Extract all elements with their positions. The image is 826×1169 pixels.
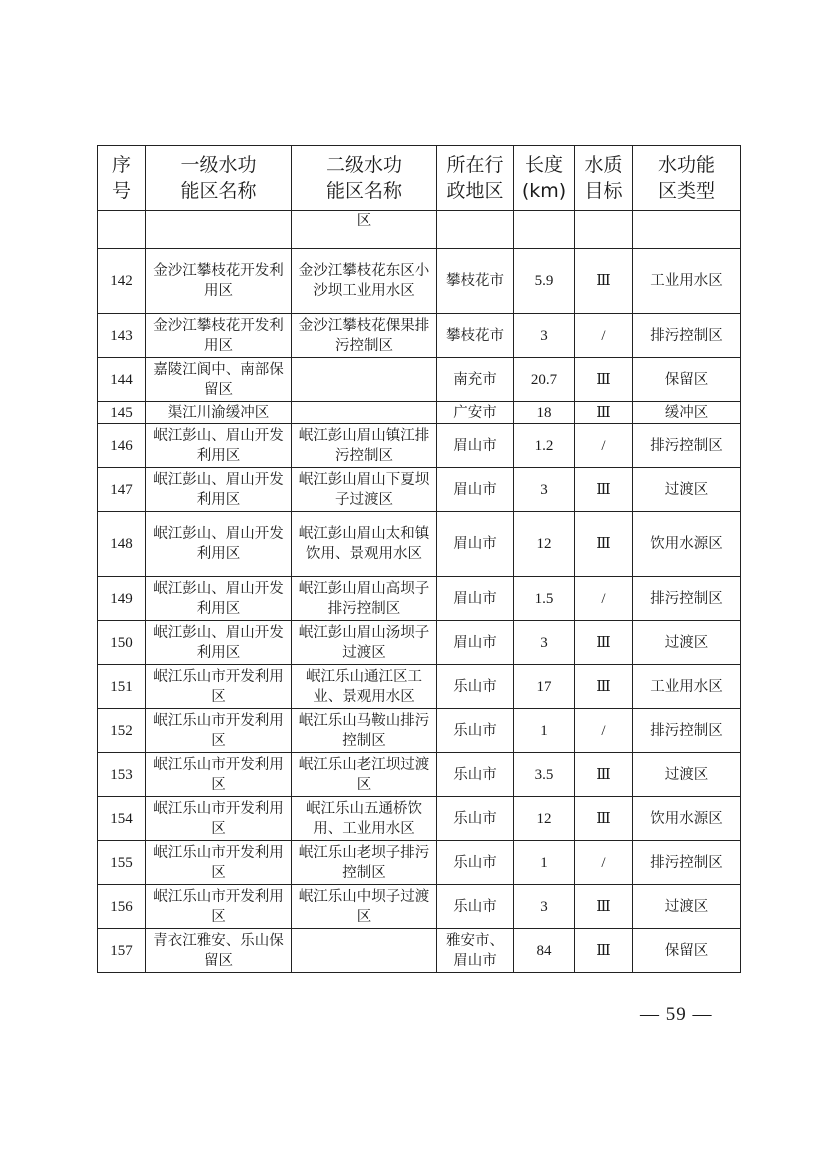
header-index (98, 146, 146, 211)
table-row (98, 468, 741, 512)
cell-zone-type: 保留区 (633, 929, 741, 973)
cell-secondary-zone: 岷江乐山马鞍山排污控制区 (292, 709, 437, 753)
cell-index: 153 (98, 753, 146, 797)
cell-length: 84 (514, 929, 575, 973)
cell-index: 149 (98, 577, 146, 621)
cell-index: 146 (98, 424, 146, 468)
page-number: — 59 — (640, 1004, 713, 1025)
header-length-line: 长度 (524, 154, 563, 176)
cell-index: 143 (98, 314, 146, 358)
table-row (98, 424, 741, 468)
cell-water-target: Ⅲ (575, 797, 633, 841)
cell-admin-region: 攀枝花市 (437, 314, 514, 358)
cell-primary-zone: 岷江彭山、眉山开发利用区 (146, 621, 292, 665)
header-admin-region-line: 政地区 (446, 180, 504, 202)
cell-zone-type: 过渡区 (633, 753, 741, 797)
cell-length: 3.5 (514, 753, 575, 797)
cell-length: 1 (514, 709, 575, 753)
cell-index: 144 (98, 358, 146, 402)
cell-primary-zone: 青衣江雅安、乐山保留区 (146, 929, 292, 973)
header-primary-zone-line: 能区名称 (180, 180, 257, 202)
table-row (98, 211, 741, 249)
cell-secondary-zone: 岷江彭山眉山汤坝子过渡区 (292, 621, 437, 665)
table-row (98, 577, 741, 621)
table-row (98, 402, 741, 424)
header-secondary-zone-line: 二级水功 (325, 154, 402, 176)
cell-zone-type: 饮用水源区 (633, 512, 741, 577)
cell-water-target: / (575, 709, 633, 753)
cell-length: 12 (514, 512, 575, 577)
cell-water-target: / (575, 841, 633, 885)
header-water-target-line: 目标 (584, 180, 623, 202)
cell-length: 18 (514, 402, 575, 424)
cell-index: 157 (98, 929, 146, 973)
cell-zone-type: 排污控制区 (633, 314, 741, 358)
cell-primary-zone: 岷江乐山市开发利用区 (146, 797, 292, 841)
cell-primary-zone: 金沙江攀枝花开发利用区 (146, 249, 292, 314)
cell-zone-type: 排污控制区 (633, 841, 741, 885)
cell-water-target: Ⅲ (575, 885, 633, 929)
table-row (98, 249, 741, 314)
cell-zone-type: 过渡区 (633, 468, 741, 512)
cell-secondary-zone: 岷江乐山五通桥饮用、工业用水区 (292, 797, 437, 841)
header-index-line: 序 (111, 154, 131, 176)
cell-admin-region: 雅安市、眉山市 (437, 929, 514, 973)
cell-admin-region: 眉山市 (437, 468, 514, 512)
cell-water-target: Ⅲ (575, 358, 633, 402)
header-primary-zone (146, 146, 292, 211)
header-zone-type-line: 区类型 (657, 180, 715, 202)
cell-admin-region: 乐山市 (437, 797, 514, 841)
cell-water-target: / (575, 577, 633, 621)
cell-admin-region: 南充市 (437, 358, 514, 402)
cell-primary-zone: 岷江乐山市开发利用区 (146, 665, 292, 709)
water-function-zone-table (97, 145, 741, 973)
cell-index: 152 (98, 709, 146, 753)
cell-length: 1 (514, 841, 575, 885)
cell-secondary-zone: 岷江彭山眉山高坝子排污控制区 (292, 577, 437, 621)
cell-admin-region: 眉山市 (437, 621, 514, 665)
cell-admin-region: 乐山市 (437, 709, 514, 753)
cell-water-target: Ⅲ (575, 665, 633, 709)
header-length (514, 146, 575, 211)
table-row (98, 929, 741, 973)
cell-secondary-zone: 金沙江攀枝花东区小沙坝工业用水区 (292, 249, 437, 314)
header-zone-type-line: 水功能 (657, 154, 715, 176)
header-primary-zone-line: 一级水功 (180, 154, 257, 176)
cell-zone-type: 饮用水源区 (633, 797, 741, 841)
cell-length: 5.9 (514, 249, 575, 314)
cell-index: 156 (98, 885, 146, 929)
cell-zone-type: 排污控制区 (633, 424, 741, 468)
cell-admin-region: 乐山市 (437, 753, 514, 797)
cell-secondary-zone (292, 929, 437, 973)
header-water-target-line: 水质 (584, 154, 623, 176)
table-row (98, 512, 741, 577)
cell-primary-zone: 岷江乐山市开发利用区 (146, 753, 292, 797)
cell-zone-type: 过渡区 (633, 621, 741, 665)
cell-primary-zone: 渠江川渝缓冲区 (146, 402, 292, 424)
cell-index: 145 (98, 402, 146, 424)
cell-secondary-zone: 区 (292, 211, 437, 249)
cell-length: 1.5 (514, 577, 575, 621)
cell-index: 150 (98, 621, 146, 665)
cell-admin-region: 乐山市 (437, 841, 514, 885)
header-index-line: 号 (111, 180, 131, 202)
cell-zone-type: 排污控制区 (633, 577, 741, 621)
cell-length: 17 (514, 665, 575, 709)
header-secondary-zone-line: 能区名称 (325, 180, 402, 202)
cell-secondary-zone: 岷江彭山眉山太和镇饮用、景观用水区 (292, 512, 437, 577)
cell-admin-region (437, 211, 514, 249)
cell-zone-type: 排污控制区 (633, 709, 741, 753)
cell-zone-type: 工业用水区 (633, 665, 741, 709)
cell-admin-region: 乐山市 (437, 665, 514, 709)
cell-primary-zone: 嘉陵江阆中、南部保留区 (146, 358, 292, 402)
cell-primary-zone: 岷江乐山市开发利用区 (146, 841, 292, 885)
header-row (98, 146, 741, 211)
cell-secondary-zone: 岷江彭山眉山下夏坝子过渡区 (292, 468, 437, 512)
cell-secondary-zone (292, 358, 437, 402)
cell-water-target: Ⅲ (575, 249, 633, 314)
table-row (98, 841, 741, 885)
cell-admin-region: 眉山市 (437, 512, 514, 577)
cell-primary-zone (146, 211, 292, 249)
cell-index: 148 (98, 512, 146, 577)
cell-index: 142 (98, 249, 146, 314)
table-body (98, 211, 741, 973)
header-admin-region-line: 所在行 (446, 154, 504, 176)
cell-secondary-zone: 金沙江攀枝花倮果排污控制区 (292, 314, 437, 358)
cell-water-target: Ⅲ (575, 468, 633, 512)
cell-index: 147 (98, 468, 146, 512)
cell-water-target: / (575, 314, 633, 358)
cell-secondary-zone (292, 402, 437, 424)
cell-zone-type: 过渡区 (633, 885, 741, 929)
cell-length: 3 (514, 621, 575, 665)
cell-primary-zone: 岷江彭山、眉山开发利用区 (146, 424, 292, 468)
cell-zone-type (633, 211, 741, 249)
cell-water-target: Ⅲ (575, 621, 633, 665)
cell-admin-region: 眉山市 (437, 577, 514, 621)
table-row (98, 885, 741, 929)
cell-admin-region: 攀枝花市 (437, 249, 514, 314)
cell-index: 151 (98, 665, 146, 709)
cell-length: 3 (514, 468, 575, 512)
cell-index: 155 (98, 841, 146, 885)
cell-secondary-zone: 岷江乐山老坝子排污控制区 (292, 841, 437, 885)
cell-index (98, 211, 146, 249)
table-row (98, 358, 741, 402)
cell-length: 1.2 (514, 424, 575, 468)
table-row (98, 753, 741, 797)
cell-water-target: Ⅲ (575, 929, 633, 973)
cell-index: 154 (98, 797, 146, 841)
cell-primary-zone: 岷江彭山、眉山开发利用区 (146, 468, 292, 512)
table-row (98, 665, 741, 709)
cell-primary-zone: 岷江乐山市开发利用区 (146, 709, 292, 753)
header-water-target (575, 146, 633, 211)
header-zone-type (633, 146, 741, 211)
table-row (98, 797, 741, 841)
header-length-line: (km) (521, 180, 567, 202)
cell-zone-type: 工业用水区 (633, 249, 741, 314)
cell-secondary-zone: 岷江彭山眉山镇江排污控制区 (292, 424, 437, 468)
cell-secondary-zone: 岷江乐山老江坝过渡区 (292, 753, 437, 797)
cell-secondary-zone: 岷江乐山通江区工业、景观用水区 (292, 665, 437, 709)
cell-water-target: Ⅲ (575, 753, 633, 797)
cell-water-target (575, 211, 633, 249)
cell-length: 3 (514, 885, 575, 929)
cell-primary-zone: 金沙江攀枝花开发利用区 (146, 314, 292, 358)
table-row (98, 621, 741, 665)
cell-admin-region: 广安市 (437, 402, 514, 424)
cell-zone-type: 保留区 (633, 358, 741, 402)
cell-zone-type: 缓冲区 (633, 402, 741, 424)
cell-primary-zone: 岷江彭山、眉山开发利用区 (146, 512, 292, 577)
cell-primary-zone: 岷江乐山市开发利用区 (146, 885, 292, 929)
cell-water-target: Ⅲ (575, 402, 633, 424)
cell-primary-zone: 岷江彭山、眉山开发利用区 (146, 577, 292, 621)
header-admin-region (437, 146, 514, 211)
cell-admin-region: 乐山市 (437, 885, 514, 929)
cell-length (514, 211, 575, 249)
cell-water-target: Ⅲ (575, 512, 633, 577)
cell-length: 20.7 (514, 358, 575, 402)
cell-admin-region: 眉山市 (437, 424, 514, 468)
table-row (98, 709, 741, 753)
cell-secondary-zone: 岷江乐山中坝子过渡区 (292, 885, 437, 929)
cell-water-target: / (575, 424, 633, 468)
cell-length: 12 (514, 797, 575, 841)
table-header (98, 146, 741, 211)
table-row (98, 314, 741, 358)
header-secondary-zone (292, 146, 437, 211)
cell-length: 3 (514, 314, 575, 358)
